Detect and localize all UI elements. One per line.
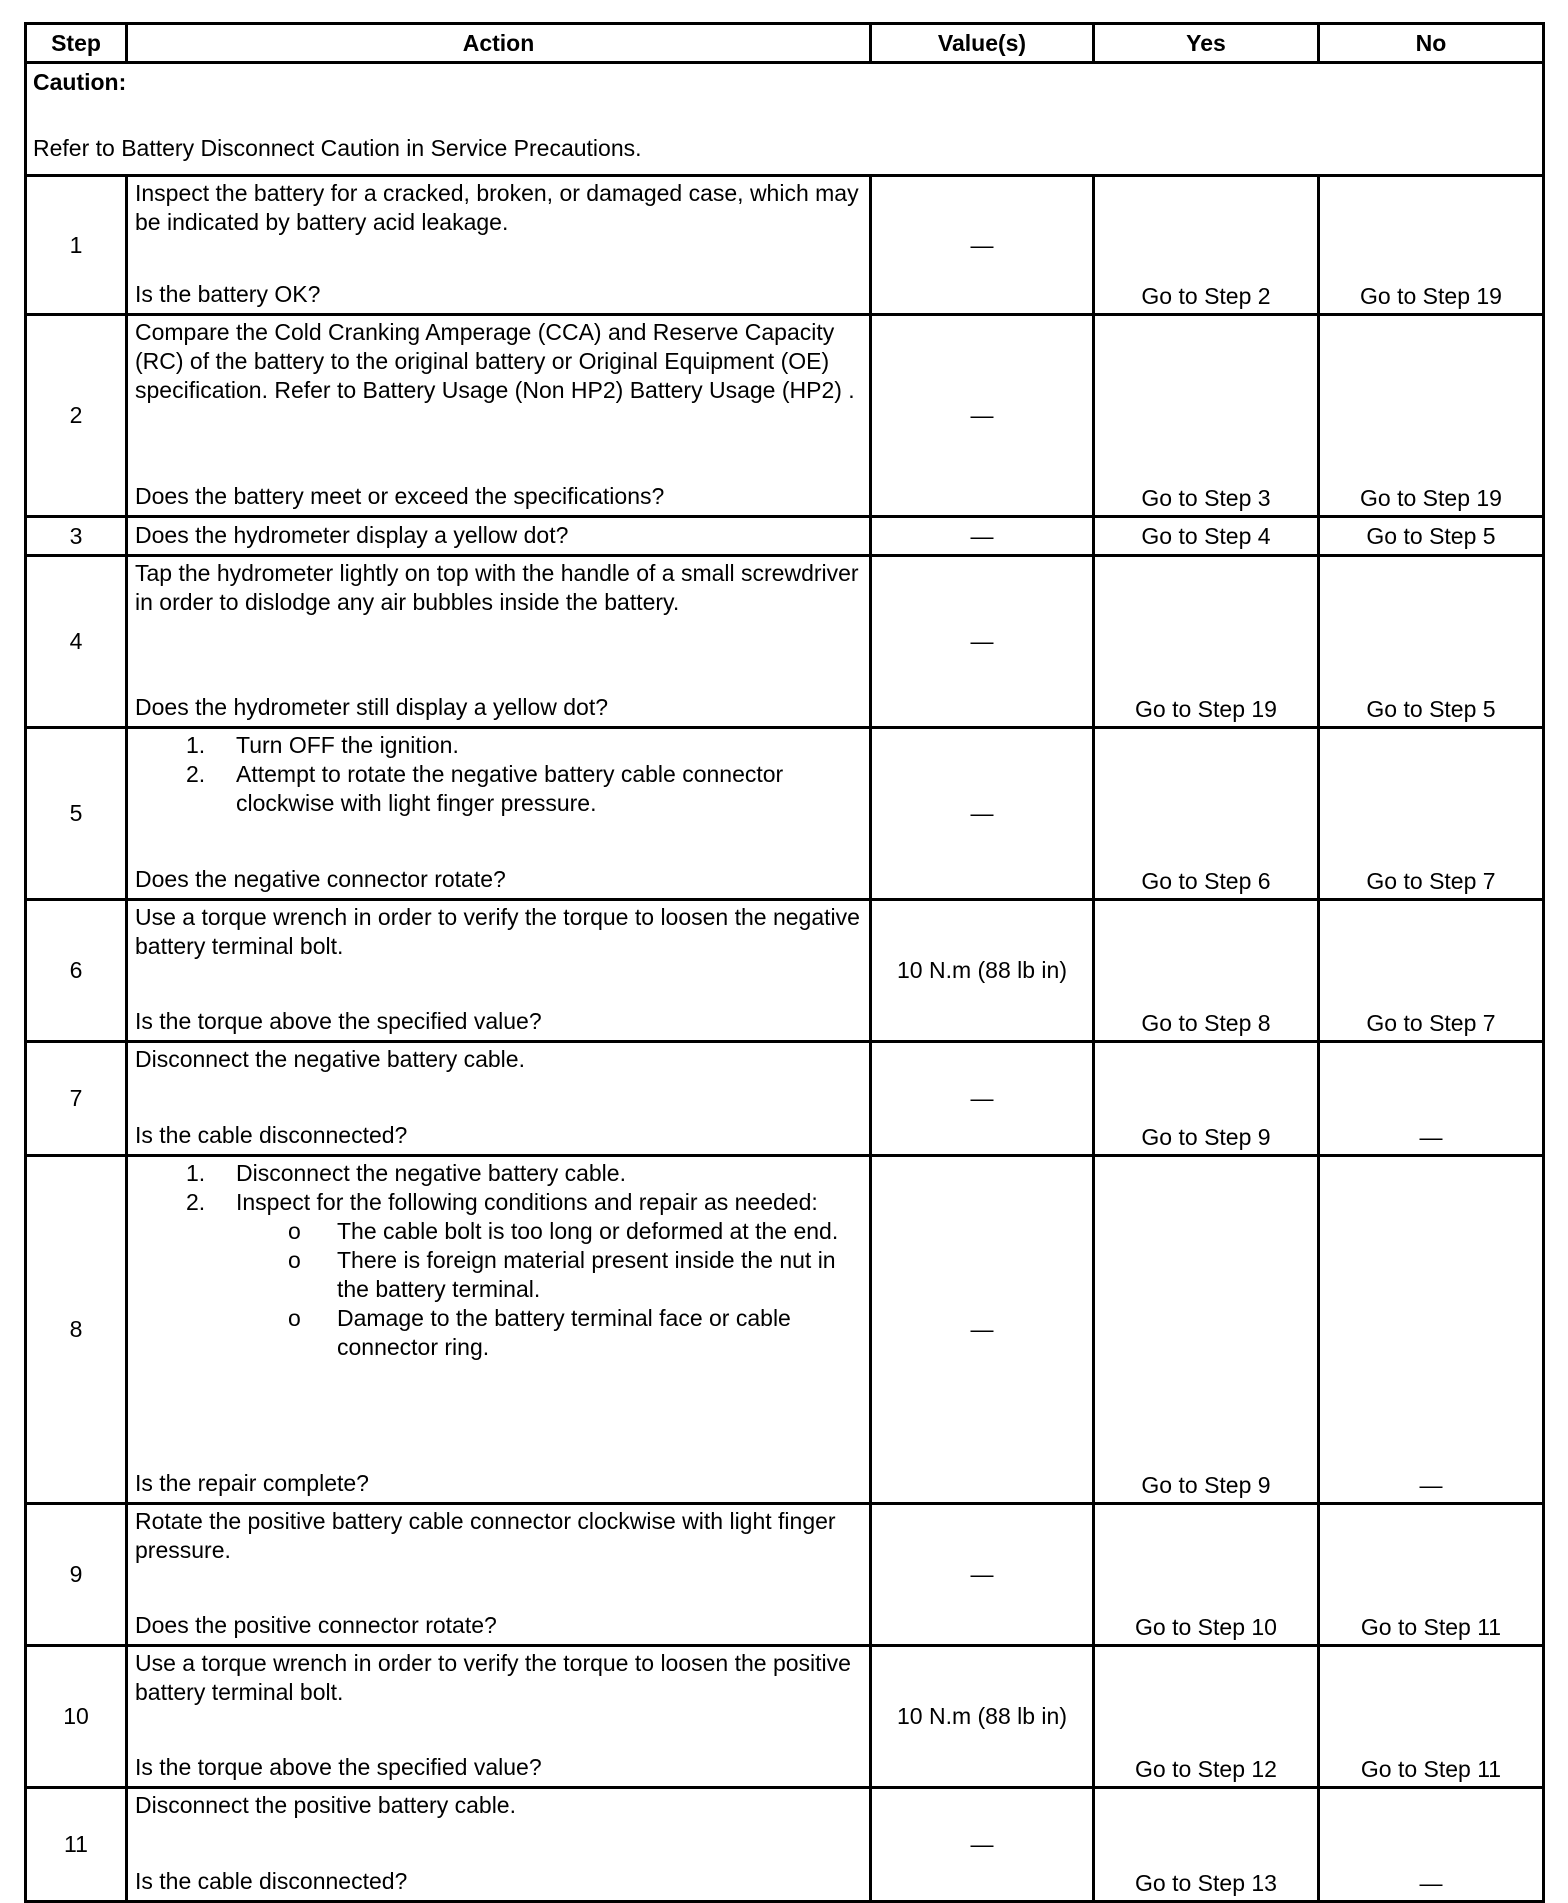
yes-link[interactable]: Go to Step 13 xyxy=(1094,1788,1319,1902)
action-content xyxy=(128,557,869,726)
no-link: — xyxy=(1319,1788,1544,1902)
numbered-list xyxy=(135,731,861,818)
bullet-icon: o xyxy=(288,1247,301,1273)
action-question: Does the hydrometer display a yellow dot? xyxy=(135,521,569,548)
action-question: Is the cable disconnected? xyxy=(135,1122,408,1148)
no-link[interactable]: Go to Step 11 xyxy=(1319,1646,1544,1788)
numbered-item xyxy=(135,731,861,760)
bullet-text: Damage to the battery terminal face or cable connector ring. xyxy=(337,1305,791,1360)
yes-link[interactable]: Go to Step 2 xyxy=(1094,176,1319,315)
no-link: — xyxy=(1319,1042,1544,1156)
step-number: 4 xyxy=(26,556,127,728)
step-row-8 xyxy=(26,1156,1544,1504)
step-row-1 xyxy=(26,176,1544,315)
item-text: Attempt to rotate the negative battery cable connector clockwise with light finger pressure. xyxy=(236,761,784,816)
value-cell: — xyxy=(871,517,1094,556)
step-number: 11 xyxy=(26,1788,127,1902)
action-instructions xyxy=(135,318,861,405)
yes-link[interactable]: Go to Step 3 xyxy=(1094,315,1319,517)
action-instructions xyxy=(135,903,861,961)
no-link[interactable]: Go to Step 5 xyxy=(1319,556,1544,728)
action-instructions xyxy=(135,559,861,617)
action-content xyxy=(128,518,869,554)
action-instructions xyxy=(135,1159,861,1362)
action-question: Is the cable disconnected? xyxy=(135,1868,408,1894)
bullet-text: The cable bolt is too long or deformed at the end. xyxy=(337,1218,839,1244)
step-row-3 xyxy=(26,517,1544,556)
header-step: Step xyxy=(26,24,127,63)
action-content xyxy=(128,901,869,1040)
diagnostic-table xyxy=(24,22,1545,1903)
step-number: 6 xyxy=(26,900,127,1042)
action-text: Use a torque wrench in order to verify the torque to loosen the negative battery terminal bolt. xyxy=(135,904,860,959)
value-cell: — xyxy=(871,728,1094,900)
value-cell: — xyxy=(871,1504,1094,1646)
action-content xyxy=(128,1647,869,1786)
action-instructions xyxy=(135,731,861,818)
bullet-item xyxy=(135,1304,861,1362)
action-question: Is the battery OK? xyxy=(135,281,321,307)
value-cell: — xyxy=(871,315,1094,517)
header-row xyxy=(26,24,1544,63)
header-action: Action xyxy=(127,24,871,63)
yes-link[interactable]: Go to Step 6 xyxy=(1094,728,1319,900)
action-cell xyxy=(127,556,871,728)
no-link[interactable]: Go to Step 7 xyxy=(1319,900,1544,1042)
item-text: Turn OFF the ignition. xyxy=(236,732,459,758)
action-cell xyxy=(127,517,871,556)
no-link: — xyxy=(1319,1156,1544,1504)
action-text: Disconnect the negative battery cable. xyxy=(135,1046,525,1072)
numbered-item xyxy=(135,1188,861,1217)
value-cell: — xyxy=(871,1156,1094,1504)
header-yes: Yes xyxy=(1094,24,1319,63)
step-row-2 xyxy=(26,315,1544,517)
action-question: Is the torque above the specified value? xyxy=(135,1754,542,1780)
bullet-list xyxy=(135,1217,861,1362)
yes-link[interactable]: Go to Step 9 xyxy=(1094,1042,1319,1156)
action-instructions xyxy=(135,1045,861,1074)
action-content xyxy=(128,177,869,313)
yes-link[interactable]: Go to Step 9 xyxy=(1094,1156,1319,1504)
action-cell xyxy=(127,1156,871,1504)
numbered-list xyxy=(135,1159,861,1217)
no-link[interactable]: Go to Step 7 xyxy=(1319,728,1544,900)
bullet-text: There is foreign material present inside the nut in the battery terminal. xyxy=(337,1247,836,1302)
action-question: Does the negative connector rotate? xyxy=(135,866,506,892)
header-values: Value(s) xyxy=(871,24,1094,63)
value-cell: 10 N.m (88 lb in) xyxy=(871,900,1094,1042)
action-cell xyxy=(127,1042,871,1156)
action-question: Is the repair complete? xyxy=(135,1470,369,1496)
step-number: 3 xyxy=(26,517,127,556)
value-cell: 10 N.m (88 lb in) xyxy=(871,1646,1094,1788)
action-question: Does the battery meet or exceed the specifications? xyxy=(135,483,665,509)
item-number: 2. xyxy=(186,1189,206,1215)
action-text: Disconnect the positive battery cable. xyxy=(135,1792,516,1818)
step-number: 8 xyxy=(26,1156,127,1504)
header-no: No xyxy=(1319,24,1544,63)
action-content xyxy=(128,729,869,898)
yes-link[interactable]: Go to Step 19 xyxy=(1094,556,1319,728)
value-cell: — xyxy=(871,1788,1094,1902)
step-row-6 xyxy=(26,900,1544,1042)
action-cell xyxy=(127,315,871,517)
value-cell: — xyxy=(871,556,1094,728)
value-cell: — xyxy=(871,176,1094,315)
item-text: Inspect for the following conditions and repair as needed: xyxy=(236,1189,818,1215)
action-question: Does the hydrometer still display a yellow dot? xyxy=(135,694,609,720)
caution-label: Caution: xyxy=(33,69,127,95)
step-number: 10 xyxy=(26,1646,127,1788)
action-content xyxy=(128,1505,869,1644)
action-text: Inspect the battery for a cracked, broken, or damaged case, which may be indicated by battery acid leakage. xyxy=(135,180,859,235)
bullet-icon: o xyxy=(288,1305,301,1331)
numbered-item xyxy=(135,760,861,818)
step-row-4 xyxy=(26,556,1544,728)
action-instructions xyxy=(135,1649,861,1707)
action-cell xyxy=(127,1646,871,1788)
action-cell xyxy=(127,900,871,1042)
value-cell: — xyxy=(871,1042,1094,1156)
bullet-item xyxy=(135,1217,861,1246)
action-text: Rotate the positive battery cable connector clockwise with light finger pressure. xyxy=(135,1508,836,1563)
caution-text: Refer to Battery Disconnect Caution in Service Precautions. xyxy=(33,135,642,161)
action-content xyxy=(128,1789,869,1900)
action-text: Compare the Cold Cranking Amperage (CCA) and Reserve Capacity (RC) of the battery to the original battery or Original Equipment (OE) specification. Refer to Battery Usage (Non HP2) Battery Usage (HP2) . xyxy=(135,319,855,403)
no-link[interactable]: Go to Step 11 xyxy=(1319,1504,1544,1646)
step-row-10 xyxy=(26,1646,1544,1788)
action-content xyxy=(128,316,869,515)
step-row-5 xyxy=(26,728,1544,900)
action-text: Use a torque wrench in order to verify the torque to loosen the positive battery terminal bolt. xyxy=(135,1650,851,1705)
yes-link[interactable]: Go to Step 10 xyxy=(1094,1504,1319,1646)
caution-row xyxy=(26,63,1544,176)
action-cell xyxy=(127,728,871,900)
no-link[interactable]: Go to Step 19 xyxy=(1319,315,1544,517)
action-cell xyxy=(127,1504,871,1646)
bullet-icon: o xyxy=(288,1218,301,1244)
item-number: 1. xyxy=(186,1160,206,1186)
no-link[interactable]: Go to Step 5 xyxy=(1319,517,1544,556)
yes-link[interactable]: Go to Step 4 xyxy=(1094,517,1319,556)
yes-link[interactable]: Go to Step 8 xyxy=(1094,900,1319,1042)
item-text: Disconnect the negative battery cable. xyxy=(236,1160,626,1186)
step-number: 1 xyxy=(26,176,127,315)
yes-link[interactable]: Go to Step 12 xyxy=(1094,1646,1319,1788)
step-row-7 xyxy=(26,1042,1544,1156)
action-instructions xyxy=(135,1507,861,1565)
action-content xyxy=(128,1157,869,1502)
numbered-item xyxy=(135,1159,861,1188)
action-content xyxy=(128,1043,869,1154)
step-row-9 xyxy=(26,1504,1544,1646)
bullet-item xyxy=(135,1246,861,1304)
step-number: 9 xyxy=(26,1504,127,1646)
step-row-11 xyxy=(26,1788,1544,1902)
action-instructions xyxy=(135,1791,861,1820)
action-instructions xyxy=(135,179,861,237)
step-number: 2 xyxy=(26,315,127,517)
item-number: 2. xyxy=(186,761,206,787)
action-question: Does the positive connector rotate? xyxy=(135,1612,497,1638)
no-link[interactable]: Go to Step 19 xyxy=(1319,176,1544,315)
step-number: 7 xyxy=(26,1042,127,1156)
step-number: 5 xyxy=(26,728,127,900)
action-cell xyxy=(127,1788,871,1902)
action-question: Is the torque above the specified value? xyxy=(135,1008,542,1034)
action-cell xyxy=(127,176,871,315)
caution-cell xyxy=(26,63,1544,176)
action-text: Tap the hydrometer lightly on top with the handle of a small screwdriver in order to dislodge any air bubbles inside the battery. xyxy=(135,560,859,615)
item-number: 1. xyxy=(186,732,206,758)
